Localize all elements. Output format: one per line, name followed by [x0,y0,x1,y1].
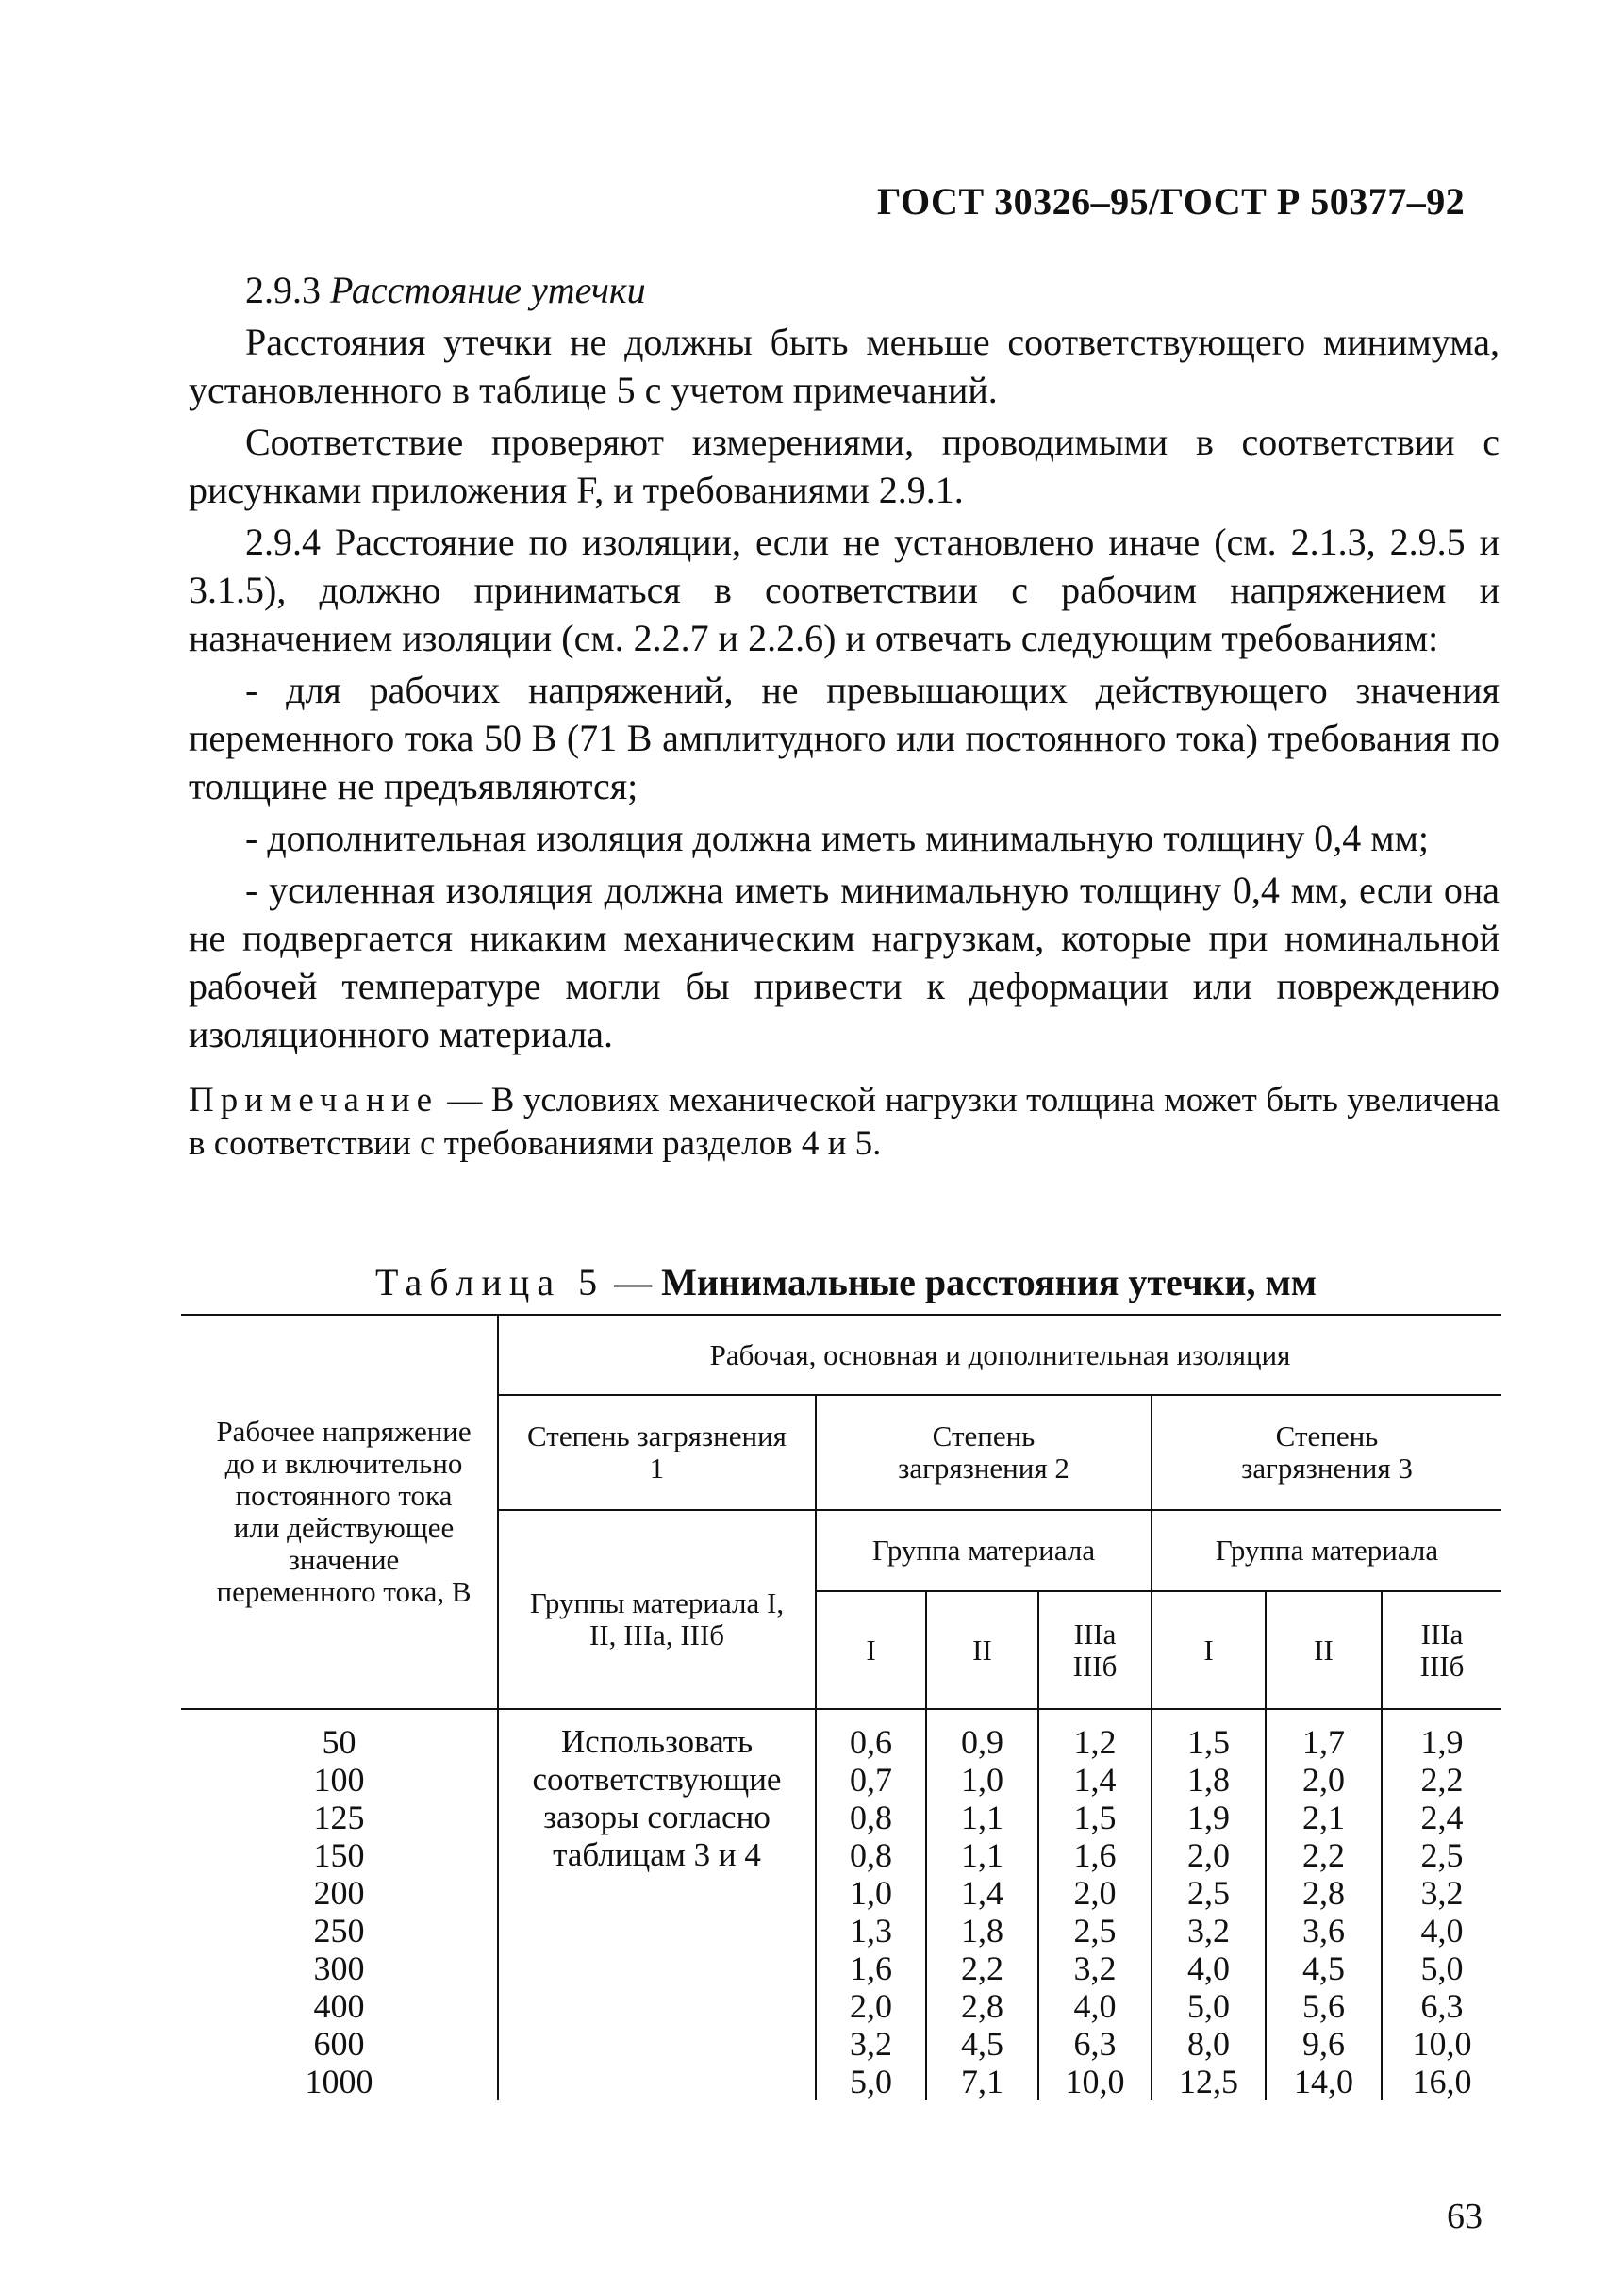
value-cell: 4,0 [1038,1987,1152,2025]
value-cell: 5,0 [816,2063,926,2100]
value-cell: 1,1 [926,1836,1038,1874]
table-row [181,1912,1501,1950]
value-cell: 1,4 [926,1874,1038,1912]
value-cell: 5,0 [1382,1950,1501,1987]
value-cell: 3,2 [1382,1874,1501,1912]
value-cell: 2,5 [1152,1874,1266,1912]
value-cell: 4,5 [926,2025,1038,2063]
value-cell: 0,7 [816,1761,926,1799]
voltage-cell: 400 [313,1987,365,2025]
value-cell: 7,1 [926,2063,1038,2100]
value-cell: 10,0 [1382,2025,1501,2063]
table-caption-separator: — [605,1261,662,1303]
body-text [189,266,1500,1170]
value-cell: 1,3 [816,1912,926,1950]
note-text: — В условиях механической нагрузки толщина может быть увеличена в соответствии с требованиями разделов 4 и 5. [189,1081,1500,1163]
value-cell: 16,0 [1382,2063,1501,2100]
value-cell: 2,2 [926,1950,1038,1987]
value-cell: 2,5 [1382,1836,1501,1874]
voltage-cell: 100 [313,1761,365,1799]
creepage-distance-table [181,1314,1501,2100]
value-cell: 2,0 [1038,1874,1152,1912]
header-group-2: Группа материала [816,1510,1152,1591]
value-cell: 14,0 [1266,2063,1382,2100]
value-cell: 9,6 [1266,2025,1382,2063]
value-cell: 1,8 [1152,1761,1266,1799]
value-cell: 1,1 [926,1799,1038,1836]
table-row [181,1761,1501,1799]
value-cell: 2,4 [1382,1799,1501,1836]
table-row [181,1874,1501,1912]
subheader-group: I [1152,1591,1266,1709]
header-degree-1: Степень загрязнения 1 [498,1395,816,1510]
value-cell: 0,8 [816,1836,926,1874]
value-cell: 2,5 [1038,1912,1152,1950]
value-cell: 6,3 [1038,2025,1152,2063]
voltage-cell: 200 [313,1874,365,1912]
value-cell: 1,5 [1152,1709,1266,1761]
value-cell: 2,2 [1266,1836,1382,1874]
value-cell: 1,2 [1038,1709,1152,1761]
note [189,1079,1500,1166]
table-caption-label: Таблица 5 [375,1261,605,1303]
value-cell: 1,0 [926,1761,1038,1799]
table-row [181,1799,1501,1836]
value-cell: 2,1 [1266,1799,1382,1836]
paragraph: 2.9.4 Расстояние по изоляции, если не установлено иначе (см. 2.1.3, 2.9.5 и 3.1.5), должно приниматься в соответствии с рабочим напряжением и назначением изоляции (см. 2.2.7 и 2.2.6) и отвечать следующим требованиям: [189,521,1500,659]
value-cell: 0,8 [816,1799,926,1836]
value-cell: 2,0 [1266,1761,1382,1799]
value-cell: 8,0 [1152,2025,1266,2063]
subheader-group: II [926,1591,1038,1709]
value-cell: 3,2 [1038,1950,1152,1987]
page-number: 63 [1447,2197,1483,2236]
header-degree-3: Степень загрязнения 3 [1152,1395,1501,1510]
paragraph: Соответствие проверяют измерениями, проводимыми в соответствии с рисунками приложения F, и требованиями 2.9.1. [189,421,1500,511]
header-voltage: Рабочее напряжение до и включительно постоянного тока или действующее значение переменного тока, В [181,1315,498,1709]
group1-cell: Использовать соответствующие зазоры согласно таблицам 3 и 4 [498,1709,816,2100]
header-degree-2: Степень загрязнения 2 [816,1395,1152,1510]
value-cell: 3,6 [1266,1912,1382,1950]
value-cell: 1,5 [1038,1799,1152,1836]
section-title: Расстояние утечки [330,269,646,311]
subheader-group: I [816,1591,926,1709]
section-number: 2.9.3 [245,269,321,311]
header-group-3: Группа материала [1152,1510,1501,1591]
list-item: - для рабочих напряжений, не превышающих действующего значения переменного тока 50 В (71 В амплитудного или постоянного тока) требования по толщине не предъявляются; [189,669,1500,807]
value-cell: 12,5 [1152,2063,1266,2100]
value-cell: 1,6 [1038,1836,1152,1874]
table-row [181,1836,1501,1874]
list-item: - усиленная изоляция должна иметь минимальную толщину 0,4 мм, если она не подвергается никаким механическим нагрузкам, которые при номинальной рабочей температуре могли бы привести к деформации или повреждению изоляционного материала. [189,869,1500,1055]
voltage-cell: 250 [313,1912,365,1950]
value-cell: 1,8 [926,1912,1038,1950]
section-heading [189,266,1500,314]
table-row [181,1709,1501,1761]
table-row [181,2063,1501,2100]
value-cell: 2,0 [1152,1836,1266,1874]
paragraph: Расстояния утечки не должны быть меньше соответствующего минимума, установленного в таблице 5 с учетом примечаний. [189,321,1500,411]
table-row [181,1987,1501,2025]
subheader-group: IIIа IIIб [1382,1591,1501,1709]
table-row [181,2025,1501,2063]
value-cell: 4,0 [1382,1912,1501,1950]
voltage-cell: 150 [313,1836,365,1874]
value-cell: 5,6 [1266,1987,1382,2025]
value-cell: 2,8 [1266,1874,1382,1912]
table-body [181,1709,1501,2100]
value-cell: 1,7 [1266,1709,1382,1761]
voltage-cell: 125 [313,1799,365,1836]
document-header: ГОСТ 30326–95/ГОСТ Р 50377–92 [877,180,1466,223]
value-cell: 0,9 [926,1709,1038,1761]
table-caption-title: Минимальные расстояния утечки, мм [661,1261,1317,1303]
value-cell: 2,8 [926,1987,1038,2025]
value-cell: 1,6 [816,1950,926,1987]
subheader-group: IIIа IIIб [1038,1591,1152,1709]
value-cell: 4,5 [1266,1950,1382,1987]
subheader-group: II [1266,1591,1382,1709]
header-insulation: Рабочая, основная и дополнительная изоляция [498,1315,1501,1395]
voltage-cell: 600 [313,2025,365,2063]
value-cell: 2,0 [816,1987,926,2025]
list-item: - дополнительная изоляция должна иметь минимальную толщину 0,4 мм; [245,817,1430,859]
value-cell: 4,0 [1152,1950,1266,1987]
header-groups-1: Группы материала I, II, IIIа, IIIб [498,1510,816,1709]
table-caption [375,1260,1317,1304]
note-label: Примечание [189,1081,439,1120]
value-cell: 5,0 [1152,1987,1266,2025]
voltage-cell: 50 [322,1723,356,1761]
value-cell: 6,3 [1382,1987,1501,2025]
value-cell: 10,0 [1038,2063,1152,2100]
value-cell: 3,2 [1152,1912,1266,1950]
value-cell: 1,4 [1038,1761,1152,1799]
voltage-cell: 300 [313,1950,365,1987]
table-row [181,1950,1501,1987]
value-cell: 2,2 [1382,1761,1501,1799]
value-cell: 1,9 [1152,1799,1266,1836]
value-cell: 0,6 [816,1709,926,1761]
voltage-cell: 1000 [305,2063,373,2100]
value-cell: 1,9 [1382,1709,1501,1761]
value-cell: 3,2 [816,2025,926,2063]
value-cell: 1,0 [816,1874,926,1912]
